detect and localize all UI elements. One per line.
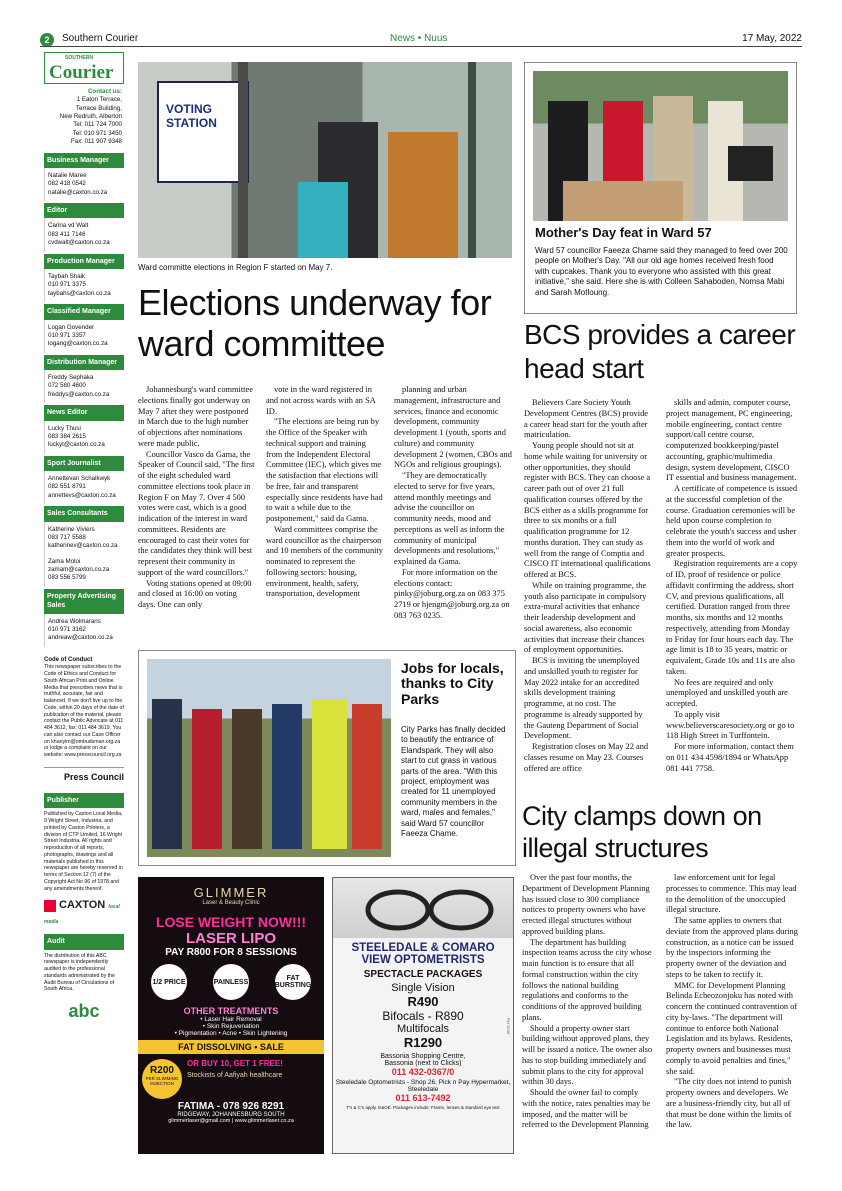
staff-line <box>48 551 121 558</box>
staff-line: natalie@caxton.co.za <box>48 188 108 196</box>
audit-text: The distribution of this ABC newspaper is independently audited to the professional standards administrated by the Audit Bureau of Circulations of South Africa. <box>44 952 115 993</box>
badge: PAINLESS <box>213 964 249 1000</box>
paragraph: Should a property owner start building without approved plans, they will be issued a notice. The owner also has to stop building immediately and submit plans to the city for approval within 30 days. <box>522 1023 653 1087</box>
staff-contact <box>44 471 124 504</box>
ward-headline: Elections underway for ward committee <box>138 282 492 365</box>
staff-list <box>44 153 124 647</box>
page-header <box>40 33 802 47</box>
voting-station-photo <box>138 62 512 258</box>
ad-line1: LOSE WEIGHT NOW!!! <box>155 914 307 930</box>
treatment: • Pigmentation • Acne • Skin Lightening <box>174 1030 288 1037</box>
optom-mf-price: R1290 <box>403 1035 443 1050</box>
staff-line: Logan Govender <box>48 323 95 331</box>
optom-fine-print: T's & C's apply. E&OE. Packages include: Frame, lenses & standard eye test <box>346 1105 500 1110</box>
ad-buy: OR BUY 10, GET 1 FREE! <box>187 1059 283 1068</box>
jobs-body: City Parks has finally decided to beautify the entrance of Elandspark. They will also start to cut grass in various parts of the area. "With this project, employment was created for 11 unemployed community members in the ward, males and females," said Ward 57 councillor Faeeza Chame. <box>401 725 506 838</box>
paragraph: "The elections are being run by the Office of the Speaker with technical support and training from the Independent Electoral Committee (IEC), which gives me the satisfaction that elections will be free, fair and transparent especially since residents have had to wait a while due to the postponement," said da Gama. <box>266 417 383 523</box>
staff-role-heading: Classified Manager <box>44 304 124 319</box>
staff-contact <box>44 320 124 353</box>
photo-scene <box>533 71 788 221</box>
paragraph: vote in the ward registered in and not across wards with an SA ID. <box>266 385 376 416</box>
staff-line: annettevs@caxton.co.za <box>48 491 116 499</box>
optometrists-ad[interactable] <box>332 877 514 1154</box>
staff-line: 010 971 3162 <box>48 625 86 633</box>
logo-top-text: SOUTHERN <box>65 55 94 61</box>
abc-logo: abc <box>68 1001 100 1022</box>
staff-line: 082 418 0542 <box>48 180 86 188</box>
staff-line: 083 717 5588 <box>48 533 86 541</box>
code-title: Code of Conduct <box>44 656 93 663</box>
staff-line: katherinev@caxton.co.za <box>48 542 118 550</box>
paragraph: "The city does not intend to punish property owners and developers. We are a business-friendly city, but all of that must be done within the limits of the law. <box>666 1077 792 1130</box>
contact-line: New Redruth, Alberton <box>59 113 122 121</box>
logo-main-text: Courier <box>49 62 114 83</box>
staff-role-heading: Production Manager <box>44 254 124 269</box>
staff-line: cvdwalt@caxton.co.za <box>48 239 110 247</box>
clamps-col-1 <box>522 873 654 1131</box>
ad-badges <box>138 964 324 1000</box>
r200-badge <box>142 1059 182 1099</box>
mothers-day-caption: Ward 57 councillor Faeeza Chame said they managed to feed over 200 people on Mother's Day. "All our old age homes received fresh food with cupcakes. Thank you to everyone who assisted with this great initiative," she said. Here she is with Colleen Sahaboden, Nomsa Mabi and Sarah Motloung. <box>535 246 788 297</box>
paragraph: The same applies to owners that deviate from the approved plans during construction, as a notice can be issued by the inspectors informing the property owner of the deviation and steps to be taken to rectify it. <box>666 916 798 979</box>
optom-loc2: Steeledale Optometrists - Shop 26, Pick n Pay Hypermarket, Steeledale <box>335 1079 511 1093</box>
paragraph: To apply visit www.believerscaresociety.org or go to 118 High Street in Turffontein. <box>666 709 795 741</box>
staff-contact <box>44 522 124 587</box>
staff-line: 010 971 3357 <box>48 331 86 339</box>
contact-block <box>44 88 124 147</box>
staff-role-heading: Sales Consultants <box>44 506 124 521</box>
section-label: News • Nuus <box>390 33 448 44</box>
staff-line: Katherine Viviers <box>48 525 95 533</box>
contact-line: 1 Eaton Terrace, <box>76 96 122 104</box>
clamps-headline: City clamps down on illegal structures <box>522 801 762 864</box>
ward-col-2 <box>266 385 384 600</box>
ad-stockist: Stockists of Aafiyah healthcare <box>187 1072 283 1079</box>
staff-contact <box>44 370 124 403</box>
paragraph: Johannesburg's ward committee elections finally got underway on May 7 after they were postponed in March due to the high number of objections after nominations were made public. <box>138 385 253 448</box>
publication-name: Southern Courier <box>62 33 139 44</box>
audit-heading: Audit <box>44 934 124 949</box>
publisher-text: Published by Caxton Local Media, 9 Wright Street, Industria; and printed by Caxton Printers, a division of CTP Limited, 16 Wright Street Industria. All rights and reproduction of all reports, photographs, drawings and all materials published in this newspaper are hereby reserved in terms of Section 12 (7) of the Copyright Act No 96 of 1978 and any amendments thereof. <box>44 811 123 892</box>
staff-line: 083 556 5799 <box>48 574 86 582</box>
contact-title: Contact us: <box>87 88 122 95</box>
staff-line: taybahs@caxton.co.za <box>48 289 111 297</box>
staff-line: Lucky Thusi <box>48 424 81 432</box>
optom-tel1[interactable]: 011 432-0367/0 <box>391 1067 455 1077</box>
staff-line: 082 551 8791 <box>48 483 86 491</box>
caxton-mark-icon <box>44 900 56 912</box>
paragraph: Believers Care Society Youth Development Centres (BCS) provide a career head start for the youth after matriculation. <box>524 398 648 440</box>
header-rule <box>40 46 802 47</box>
paragraph: No fees are required and only unemployed and unskilled youth are accepted. <box>666 677 788 708</box>
staff-line: 072 580 4600 <box>48 382 86 390</box>
treatment: • Skin Rejuvenation <box>202 1023 260 1030</box>
publisher-heading: Publisher <box>44 793 124 808</box>
staff-line: freddys@caxton.co.za <box>48 390 110 398</box>
staff-line: Carina vd Walt <box>48 222 89 230</box>
ad-address: RIDGEWAY, JOHANNESBURG SOUTH <box>177 1112 285 1118</box>
staff-line: logang@caxton.co.za <box>48 340 108 348</box>
ward-col-1 <box>138 385 256 611</box>
paragraph: law enforcement unit for legal processes to commence. This may lead to the demolition of the unoccupied illegal structure. <box>666 873 797 915</box>
badge: FAT BURSTING <box>275 964 311 1000</box>
ad-other: OTHER TREATMENTS <box>183 1006 279 1016</box>
city-parks-photo <box>147 659 391 857</box>
bcs-headline: BCS provides a career head start <box>524 319 796 384</box>
staff-line: 010 971 3375 <box>48 281 86 289</box>
r200: R200 <box>150 1065 174 1076</box>
ad-line2: LASER LIPO <box>185 930 276 947</box>
clamps-col-2 <box>666 873 800 1131</box>
staff-line: Zama Moloi <box>48 557 81 565</box>
staff-line: luckyt@caxton.co.za <box>48 441 105 449</box>
paragraph: MMC for Development Planning Belinda Echeozonjoku has noted with concern the continued contravention of city by-laws. "The department will continue to enforce both National Legislation and its bylaws. Residents, property owners and businesses must comply to avoid penalties and fines," she said. <box>666 980 798 1076</box>
paragraph: planning and urban management, infrastructure and services, finance and economic development, community development 1 (youth, sports and culture) and community development 2 (women, CBOs and NGOs and religious groupings). <box>394 385 512 470</box>
staff-line: 083 411 7146 <box>48 230 86 238</box>
contact-line: Tel: 011 724 7000 <box>73 121 122 129</box>
staff-role-heading: Sport Journalist <box>44 456 124 471</box>
glasses-photo <box>333 878 513 938</box>
paragraph: Over the past four months, the Department of Development Planning has issued close to 300 compliance notices to property owners who have erected illegal structures without approved building plans. <box>522 873 650 936</box>
paragraph: Ward committees comprise the ward councillor as the chairperson and 10 members of the community nominated to represent the following sectors: housing, environment, health, safety, transportation, development <box>266 524 383 599</box>
mothers-day-box <box>524 62 797 314</box>
jobs-headline: Jobs for locals, thanks to City Parks <box>401 660 504 707</box>
paragraph: Young people should not sit at home while waiting for university or other opportunities, they should register with BCS. They can choose a career path out of over 21 full qualification courses offered by the BCS either as a skills programme for three to six months or a full qualification programme for 12 months duration. They can study as well from the range of Comptia and CISCO IT international qualifications offered at BCS. <box>524 441 651 579</box>
optom-name1: STEELEDALE & COMARO <box>351 942 495 954</box>
staff-role-heading: Distribution Manager <box>44 355 124 370</box>
r200-sub: PER SLIMMING INJECTION <box>145 1076 179 1086</box>
ward-caption: Ward committe elections in Region F started on May 7. <box>138 263 333 272</box>
optom-mf: Multifocals <box>397 1023 449 1035</box>
code-of-conduct <box>44 657 124 759</box>
optom-loc1b: Bassonia (next to Clicks) <box>384 1060 462 1067</box>
photo-scene <box>138 62 512 258</box>
staff-line: 083 384 2615 <box>48 432 86 440</box>
glasses-icon <box>333 878 513 938</box>
mothers-day-photo <box>533 71 788 221</box>
staff-line: Andrea Wolmarans <box>48 617 101 625</box>
staff-contact <box>44 614 124 647</box>
ad-line3: PAY R800 FOR 8 SESSIONS <box>165 947 297 958</box>
paragraph: Councillor Vasco da Gama, the Speaker of Council said, "The first of the eight scheduled ward committee elections took place in Region F on May 7. Over 4 500 votes were cast, which is a good indication of the interest in ward committees. Residents are encouraged to cast their votes for the candidates they think will best represent their community in support of the ward councillors." <box>138 449 255 577</box>
ad-brand-sub: Laser & Beauty Clinic <box>202 900 260 906</box>
optom-bf: Bifocals - R890 <box>382 1009 464 1023</box>
staff-role-heading: Business Manager <box>44 153 124 168</box>
optom-sv: Single Vision <box>391 982 455 994</box>
masthead-sidebar <box>44 52 124 1152</box>
courier-logo <box>44 52 124 84</box>
staff-contact <box>44 168 124 201</box>
ad-brand: GLIMMER <box>193 885 269 900</box>
optom-tel2[interactable]: 011 613-7492 <box>395 1093 451 1103</box>
paragraph: BCS is inviting the unemployed and unskilled youth to register for May 2022 intake for an accredited skills development training programme, at no cost. The programme is already supported by the Gauteng Department of Social Development. <box>524 656 643 741</box>
staff-contact <box>44 218 124 251</box>
paragraph: "They are democratically elected to serve for five years, attend monthly meetings and advise the councillor on community needs, mood and perceptions as well as inform the community of municipal developments and resolutions," explained da Gama. <box>394 471 505 566</box>
staff-line: Annettevan Schalkwyk <box>48 475 111 483</box>
contact-line: Tel: 010 971 3450 <box>72 129 122 137</box>
glimmer-ad[interactable] <box>138 877 324 1154</box>
ad-phone[interactable]: FATIMA - 078 926 8291 <box>177 1101 285 1112</box>
optom-side-code: Ref 5046 <box>506 1018 511 1035</box>
contact-line: Terrace Building, <box>75 104 122 112</box>
treatment: • Laser Hair Removal <box>200 1016 262 1023</box>
staff-contact <box>44 269 124 302</box>
optom-name2: VIEW OPTOMETRISTS <box>361 954 485 966</box>
issue-date: 17 May, 2022 <box>742 33 802 44</box>
paragraph: Should the owner fail to comply with the notice, rates penalties may be imposed, and the matter will be referred to the Development Planning <box>522 1088 651 1130</box>
optom-loc1: Bassonia Shopping Centre, <box>380 1053 466 1060</box>
paragraph: Registration requirements are a copy of ID, proof of residence or police affidavit confirming the address, short CV, and previous qualifications, all certified. Duration ranged from three months, six months and 12 months respectively, attending from Monday to Friday for four hours each day. The age limit is 18 to 35 years, matric or equivalent, Grade 10s and 11s are also taken. <box>666 559 798 676</box>
staff-role-heading: Editor <box>44 203 124 218</box>
paragraph: Voting stations opened at 09:00 and closed at 16:00 on voting days. One can only <box>138 578 252 609</box>
code-text: This newspaper subscribes to the Code of Ethics and Conduct for South African Print and Online Media that prescribes news that is truthful, accurate, fair and balanced. If we don't live up to the Code, within 20 days of the date of publication of the material, please contact the Public Advocate at 011 484 3612, fax: 011 484 3619. You can also contact our Case Officer on khanyim@ombudsman.org.za or lodge a complaint on our website: www.presscouncil.org.za <box>44 664 124 759</box>
optom-packages: SPECTACLE PACKAGES <box>363 969 483 980</box>
mothers-day-headline: Mother's Day feat in Ward 57 <box>535 225 712 240</box>
paragraph: For more information, contact them on 011 434 4598/1894 or WhatsApp 081 441 7758. <box>666 742 794 773</box>
ad-fat: FAT DISSOLVING • SALE <box>138 1040 324 1054</box>
ad-offer-row <box>138 1059 324 1099</box>
paragraph: For more information on the elections contact: pinky@joburg.org.za on 083 375 2719 or hjengm@joburg.org.za on 083 763 0235. <box>394 567 510 620</box>
photo-scene <box>147 659 391 857</box>
paragraph: Registration closes on May 22 and classes resume on May 23. Courses offered are office <box>524 742 649 773</box>
caxton-logo <box>44 898 124 928</box>
caxton-text: CAXTON <box>59 899 106 912</box>
paragraph: A certificate of competence is issued at the successful completion of the course. Graduation ceremonies will be held upon course completion to celebrate the youth's success and usher them into the world of work and greater prospects. <box>666 484 798 558</box>
bcs-col-2 <box>666 398 798 774</box>
badge: 1/2 PRICE <box>151 964 187 1000</box>
staff-line: Freddy Sephaka <box>48 374 94 382</box>
bcs-col-1 <box>524 398 652 774</box>
caxton-sub: local media <box>44 904 120 926</box>
paragraph: The department has building inspection teams across the city whose main function is to ensure that all formal construction within the city follows the national building regulations and conforms to the conditions of the approved building plans. <box>522 937 652 1022</box>
staff-role-heading: Property Advertising Sales <box>44 589 124 614</box>
staff-line: zamam@caxton.co.za <box>48 566 110 573</box>
contact-line: Fax: 011 907 9348 <box>70 138 122 146</box>
optom-sv-price: R490 <box>407 994 439 1009</box>
voting-sign: VOTING STATION <box>166 102 217 131</box>
staff-line: Natalie Maree <box>48 171 87 179</box>
staff-contact <box>44 421 124 454</box>
press-council-logo: Press Council <box>44 767 124 791</box>
paragraph: While on training programme, the youth also participate in compulsory extra-mural activities that enhance their leadership development and social awareness, also economic activities that increase their chances of employment opportunities. <box>524 580 647 655</box>
staff-line: andreaw@caxton.co.za <box>48 634 113 642</box>
jobs-box <box>138 650 516 866</box>
ward-col-3 <box>394 385 512 622</box>
staff-line: Taybah Shaik <box>48 272 86 280</box>
page-number: 2 <box>40 33 54 47</box>
ad-email[interactable]: glimmerlaser@gmail.com | www.glimmerlaser.co.za <box>168 1118 294 1124</box>
staff-role-heading: News Editor <box>44 405 124 420</box>
paragraph: skills and admin, computer course, project management, PC engineering, mobile engineering, contact centre support/call centre course, computerized bookkeeping/pastel accounting, graphic/multimedia design, system development, CISCO IT essential and business management. <box>666 398 797 483</box>
